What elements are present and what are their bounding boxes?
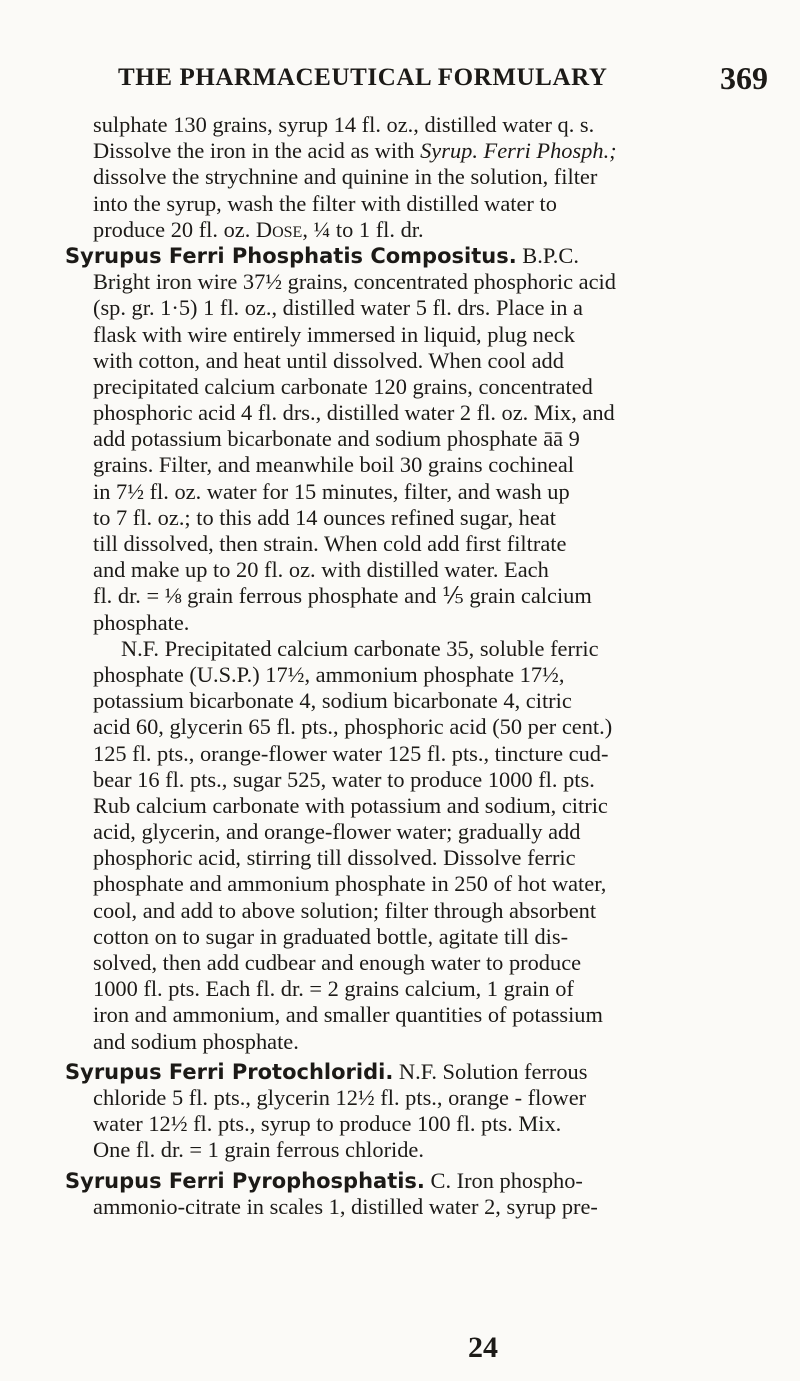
syrup-reference: Syrup. Ferri Phosph.; — [420, 138, 617, 164]
running-title: THE PHARMACEUTICAL FORMULARY — [118, 64, 608, 91]
text-line: dissolve the strychnine and quinine in the solution, filter — [93, 164, 598, 190]
text-line: into the syrup, wash the filter with distilled water to — [93, 190, 557, 216]
text-line: phosphate and ammonium phosphate in 250 of hot water, — [93, 871, 607, 897]
text-line: (sp. gr. 1·5) 1 fl. oz., distilled water 5 fl. drs. Place in a — [93, 295, 583, 321]
text-line: and sodium phosphate. — [93, 1028, 299, 1054]
text-line: ammonio-citrate in scales 1, distilled water 2, syrup pre- — [93, 1193, 598, 1219]
text-line: solved, then add cudbear and enough water to produce — [93, 950, 582, 975]
text-line: iron and ammonium, and smaller quantities of potassium — [93, 1002, 603, 1028]
text-line: 1000 fl. pts. Each fl. dr. = 2 grains calcium, 1 grain of — [93, 976, 574, 1002]
text-line: acid, glycerin, and orange-flower water; gradually add — [93, 819, 581, 845]
text-line: till dissolved, then strain. When cold add first filtrate — [93, 531, 567, 556]
text-line: with cotton, and heat until dissolved. When cool add — [93, 347, 564, 373]
entry-syrupus-ferri-pyrophosphatis — [65, 1168, 765, 1220]
text-line: sulphate 130 grains, syrup 14 fl. oz., distilled water q. s. — [93, 112, 595, 137]
text-line: phosphate (U.S.P.) 17½, ammonium phosphate 17½, — [93, 661, 565, 687]
entry-reference: B.P.C. — [522, 242, 579, 268]
continuation-entry — [65, 112, 765, 243]
text-line: 125 fl. pts., orange-flower water 125 fl. pts., tincture cud- — [93, 740, 609, 766]
text-line: in 7½ fl. oz. water for 15 minutes, filter, and wash up — [93, 478, 570, 504]
text-line — [65, 1168, 765, 1194]
text-line: fl. dr. = ⅛ grain ferrous phosphate and ⅕ grain calcium — [93, 583, 592, 609]
text-line: chloride 5 fl. pts., glycerin 12½ fl. pts., orange - flower — [93, 1084, 587, 1110]
text-line: cotton on to sugar in graduated bottle, agitate till dis- — [93, 923, 569, 949]
text-line: N.F. Precipitated calcium carbonate 35, soluble ferric — [121, 635, 599, 661]
running-header — [118, 60, 768, 100]
formulary-text — [65, 112, 765, 1220]
text-line — [65, 217, 765, 243]
text-span: produce 20 fl. oz. — [93, 216, 251, 242]
text-line: to 7 fl. oz.; to this add 14 ounces refined sugar, heat — [93, 504, 556, 530]
entry-nf-formula — [65, 636, 765, 1055]
text-span: C. Iron phospho- — [430, 1167, 583, 1193]
text-line: phosphate. — [93, 609, 190, 635]
text-line: add potassium bicarbonate and sodium phosphate āā 9 — [93, 426, 580, 452]
text-line — [65, 243, 765, 269]
text-line: precipitated calcium carbonate 120 grains, concentrated — [93, 373, 593, 399]
text-line — [65, 138, 765, 164]
text-line: water 12½ fl. pts., syrup to produce 100 fl. pts. Mix. — [93, 1111, 562, 1137]
text-span: Dissolve the iron in the acid as with — [93, 138, 415, 164]
text-line: acid 60, glycerin 65 fl. pts., phosphoric acid (50 per cent.) — [93, 714, 613, 740]
page-number: 369 — [720, 60, 768, 96]
text-line: and make up to 20 fl. oz. with distilled water. Each — [93, 557, 549, 583]
entry-title: Syrupus Ferri Protochloridi. — [65, 1059, 394, 1084]
entry-title: Syrupus Ferri Pyrophosphatis. — [65, 1168, 425, 1193]
text-line: phosphoric acid, stirring till dissolved. Dissolve ferric — [93, 845, 576, 871]
text-line: One fl. dr. = 1 grain ferrous chloride. — [93, 1137, 424, 1163]
text-line: Bright iron wire 37½ grains, concentrated phosphoric acid — [93, 269, 616, 295]
text-line: potassium bicarbonate 4, sodium bicarbonate 4, citric — [93, 688, 572, 714]
dose-label: Dose, — [255, 216, 308, 242]
text-line: Rub calcium carbonate with potassium and sodium, citric — [93, 792, 608, 818]
entry-title: Syrupus Ferri Phosphatis Compositus. — [65, 243, 517, 268]
signature-mark: 24 — [468, 1331, 498, 1364]
text-line — [65, 1059, 765, 1085]
text-line: grains. Filter, and meanwhile boil 30 grains cochineal — [93, 452, 574, 478]
entry-syrupus-ferri-protochloridi — [65, 1059, 765, 1164]
text-line: flask with wire entirely immersed in liquid, plug neck — [93, 321, 575, 347]
text-line: phosphoric acid 4 fl. drs., distilled water 2 fl. oz. Mix, and — [93, 400, 615, 426]
text-span: N.F. Solution ferrous — [398, 1058, 588, 1084]
text-line: cool, and add to above solution; filter through absorbent — [93, 897, 597, 923]
dose-value: ¼ to 1 fl. dr. — [313, 216, 424, 242]
text-line: bear 16 fl. pts., sugar 525, water to produce 1000 fl. pts. — [93, 766, 595, 792]
entry-syrupus-ferri-phosphatis-compositus — [65, 243, 765, 636]
